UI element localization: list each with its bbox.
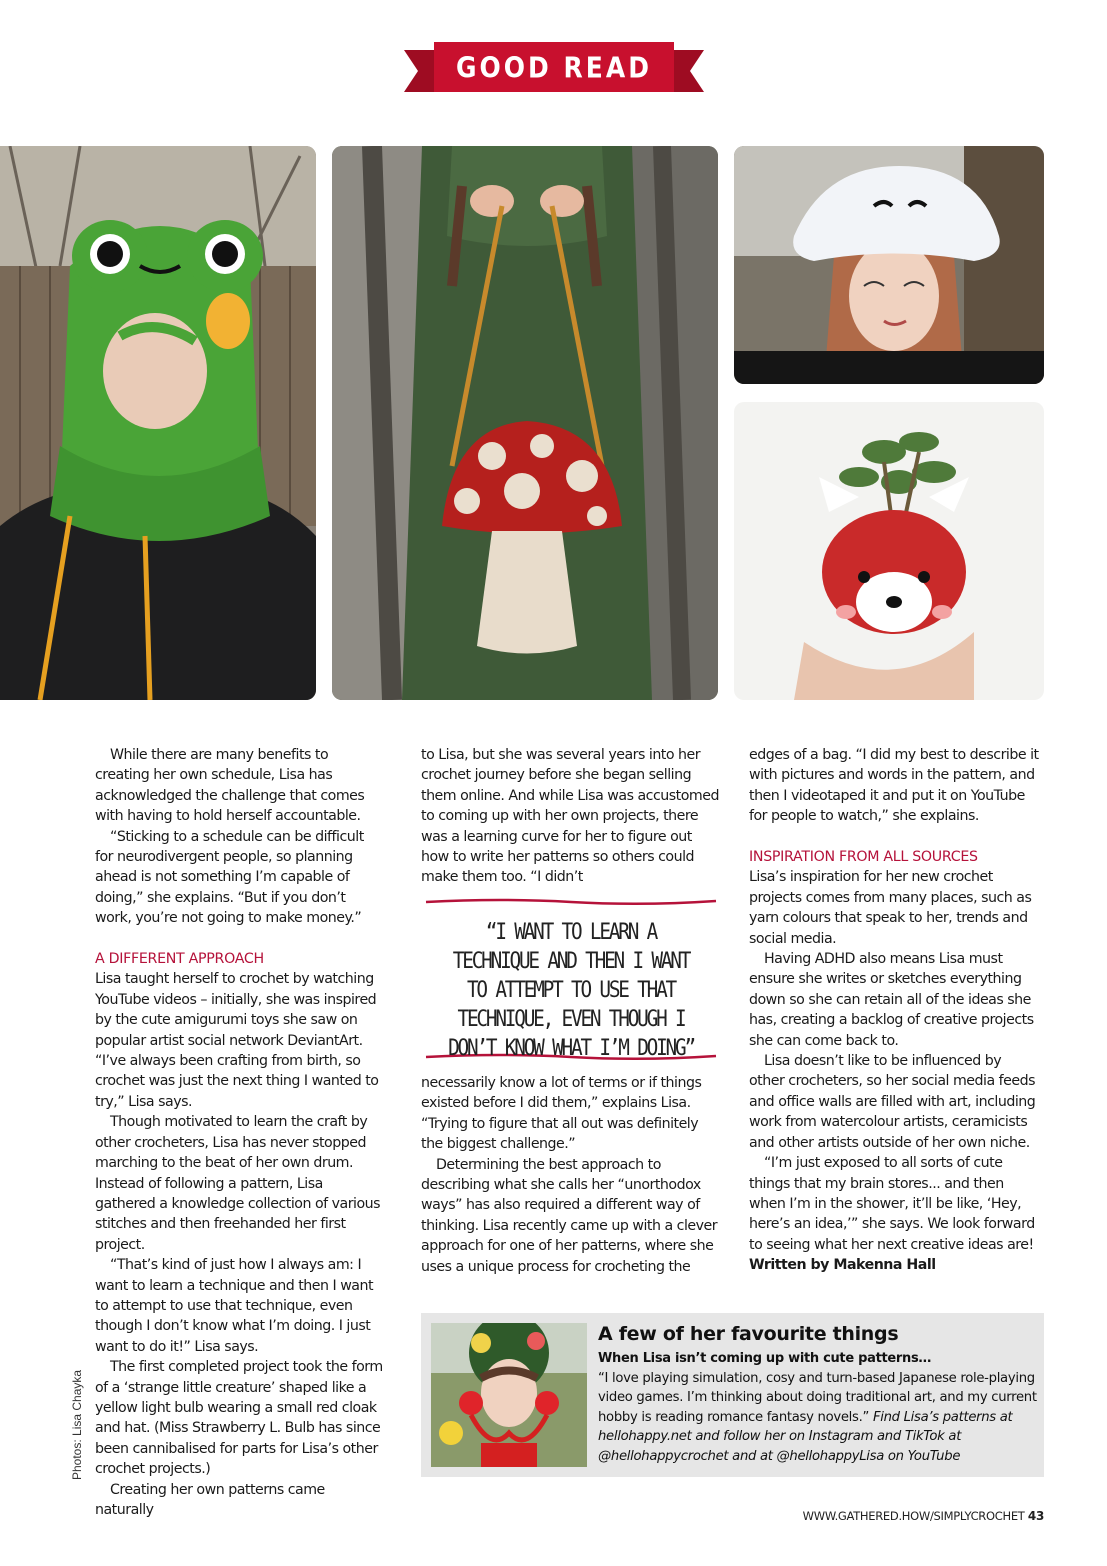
favourites-quote: “I love playing simulation, cosy and turn-based Japanese role-playing video games. I’m thinking about doing traditional art, and my current hobby is reading romance fantasy novels.” (598, 1371, 1037, 1425)
pull-quote (421, 896, 721, 1066)
paragraph: to Lisa, but she was several years into her crochet journey before she began selling them online. And while Lisa was accustomed to coming up with her own projects, there was a learning curve for her to figure out how to write her patterns so others could make them too. “I didn’t (421, 747, 719, 886)
paragraph: “That’s kind of just how I always am: I want to learn a technique and then I want to attempt to use that technique, even though I don’t know what I’m doing. I just want to do it!” Lisa says. (95, 1257, 374, 1355)
article-column-2 (421, 745, 721, 888)
mushroom-bag-photo (332, 146, 718, 700)
favourites-subtitle: When Lisa isn’t coming up with cute patterns… (598, 1351, 932, 1366)
paragraph: Creating her own patterns came naturally (95, 1481, 325, 1519)
byline: Written by Makenna Hall (749, 1257, 936, 1274)
pull-quote-text: “I WANT TO LEARN A TECHNIQUE AND THEN I WANT TO ATTEMPT TO USE THAT TECHNIQUE, EVEN THOUGH I DON’T KNOW WHAT I’M DOING” (448, 920, 694, 1061)
paragraph: The first completed project took the form of a ‘strange little creature’ shaped like a yellow light bulb wearing a small red cloak and hat. (Miss Strawberry L. Bulb has since been cannibalised for parts for Lisa’s other crochet projects.) (95, 1359, 383, 1478)
lisa-portrait-photo (431, 1323, 587, 1467)
favourites-body (598, 1369, 1038, 1466)
paragraph: edges of a bag. “I did my best to describe it with pictures and words in the pattern, and then I videotaped it and put it on YouTube for people to watch,” she explains. (749, 747, 1039, 825)
paragraph: Determining the best approach to describing what she calls her “unorthodox ways” has also required a different way of thinking. Lisa recently came up with a clever approach for one of her patterns, where she uses a unique process for crocheting the (421, 1156, 718, 1275)
section-heading: INSPIRATION FROM ALL SOURCES (749, 849, 978, 866)
favourites-title: A few of her favourite things (598, 1323, 899, 1345)
paragraph: Lisa’s inspiration for her new crochet projects comes from many places, such as yarn colours that speak to her, trends and social media. (749, 869, 1032, 947)
paragraph: “I’m just exposed to all sorts of cute things that my brain stores... and then when I’m in the shower, it’ll be like, ‘Hey, here’s an idea,’” she says. We look forward to seeing what her next creative ideas are! (749, 1155, 1035, 1253)
section-title: GOOD READ (456, 50, 652, 84)
photo-credit: Photos: Lisa Chayka (70, 1369, 84, 1480)
ghost-bucket-hat-photo (734, 146, 1044, 384)
paragraph: Lisa taught herself to crochet by watching YouTube videos – initially, she was inspired by the cute amigurumi toys she saw on popular artist social network DeviantArt. “I’ve always been crafting from birth, so crochet was just the next thing I wanted to try,” Lisa says. (95, 971, 379, 1110)
paragraph: Though motivated to learn the craft by other crocheters, Lisa has never stopped marching to the beat of her own drum. Instead of following a pattern, Lisa gathered a knowledge collection of various stitches and then freehanded her first project. (95, 1114, 381, 1253)
red-panda-planter-photo (734, 402, 1044, 700)
article-column-1 (95, 745, 385, 1520)
section-heading: A DIFFERENT APPROACH (95, 951, 264, 968)
paragraph: “Sticking to a schedule can be difficult for neurodivergent people, so planning ahead is not something I’m capable of doing,” she explains. “But if you don’t work, you’re not going to make money.” (95, 828, 364, 927)
favourites-box (421, 1313, 1044, 1477)
page-footer (803, 1509, 1044, 1523)
frog-balaclava-photo (0, 146, 316, 700)
paragraph: Lisa doesn’t like to be influenced by other crocheters, so her social media feeds and office walls are filled with art, including work from watercolour artists, ceramicists and other artists outside of her own niche. (749, 1053, 1036, 1151)
article-column-2-continued (421, 1073, 721, 1277)
page-number: 43 (1027, 1509, 1044, 1523)
paragraph: necessarily know a lot of terms or if things existed before I did them,” explains Lisa. “Trying to figure that all out was definitely the biggest challenge.” (421, 1075, 702, 1153)
favourites-cta: Find Lisa’s patterns at hellohappy.net and follow her on Instagram and TikTok at @hellohappycrochet and at @hellohappyLisa on YouTube (598, 1409, 1013, 1464)
paragraph: While there are many benefits to creating her own schedule, Lisa has acknowledged the challenge that comes with having to hold herself accountable. (95, 747, 365, 825)
paragraph: Having ADHD also means Lisa must ensure she writes or sketches everything down so she can retain all of the ideas she has, creating a backlog of creative projects she can come back to. (749, 951, 1034, 1049)
article-column-3 (749, 745, 1039, 1276)
footer-url: WWW.GATHERED.HOW/SIMPLYCROCHET (802, 1509, 1025, 1523)
